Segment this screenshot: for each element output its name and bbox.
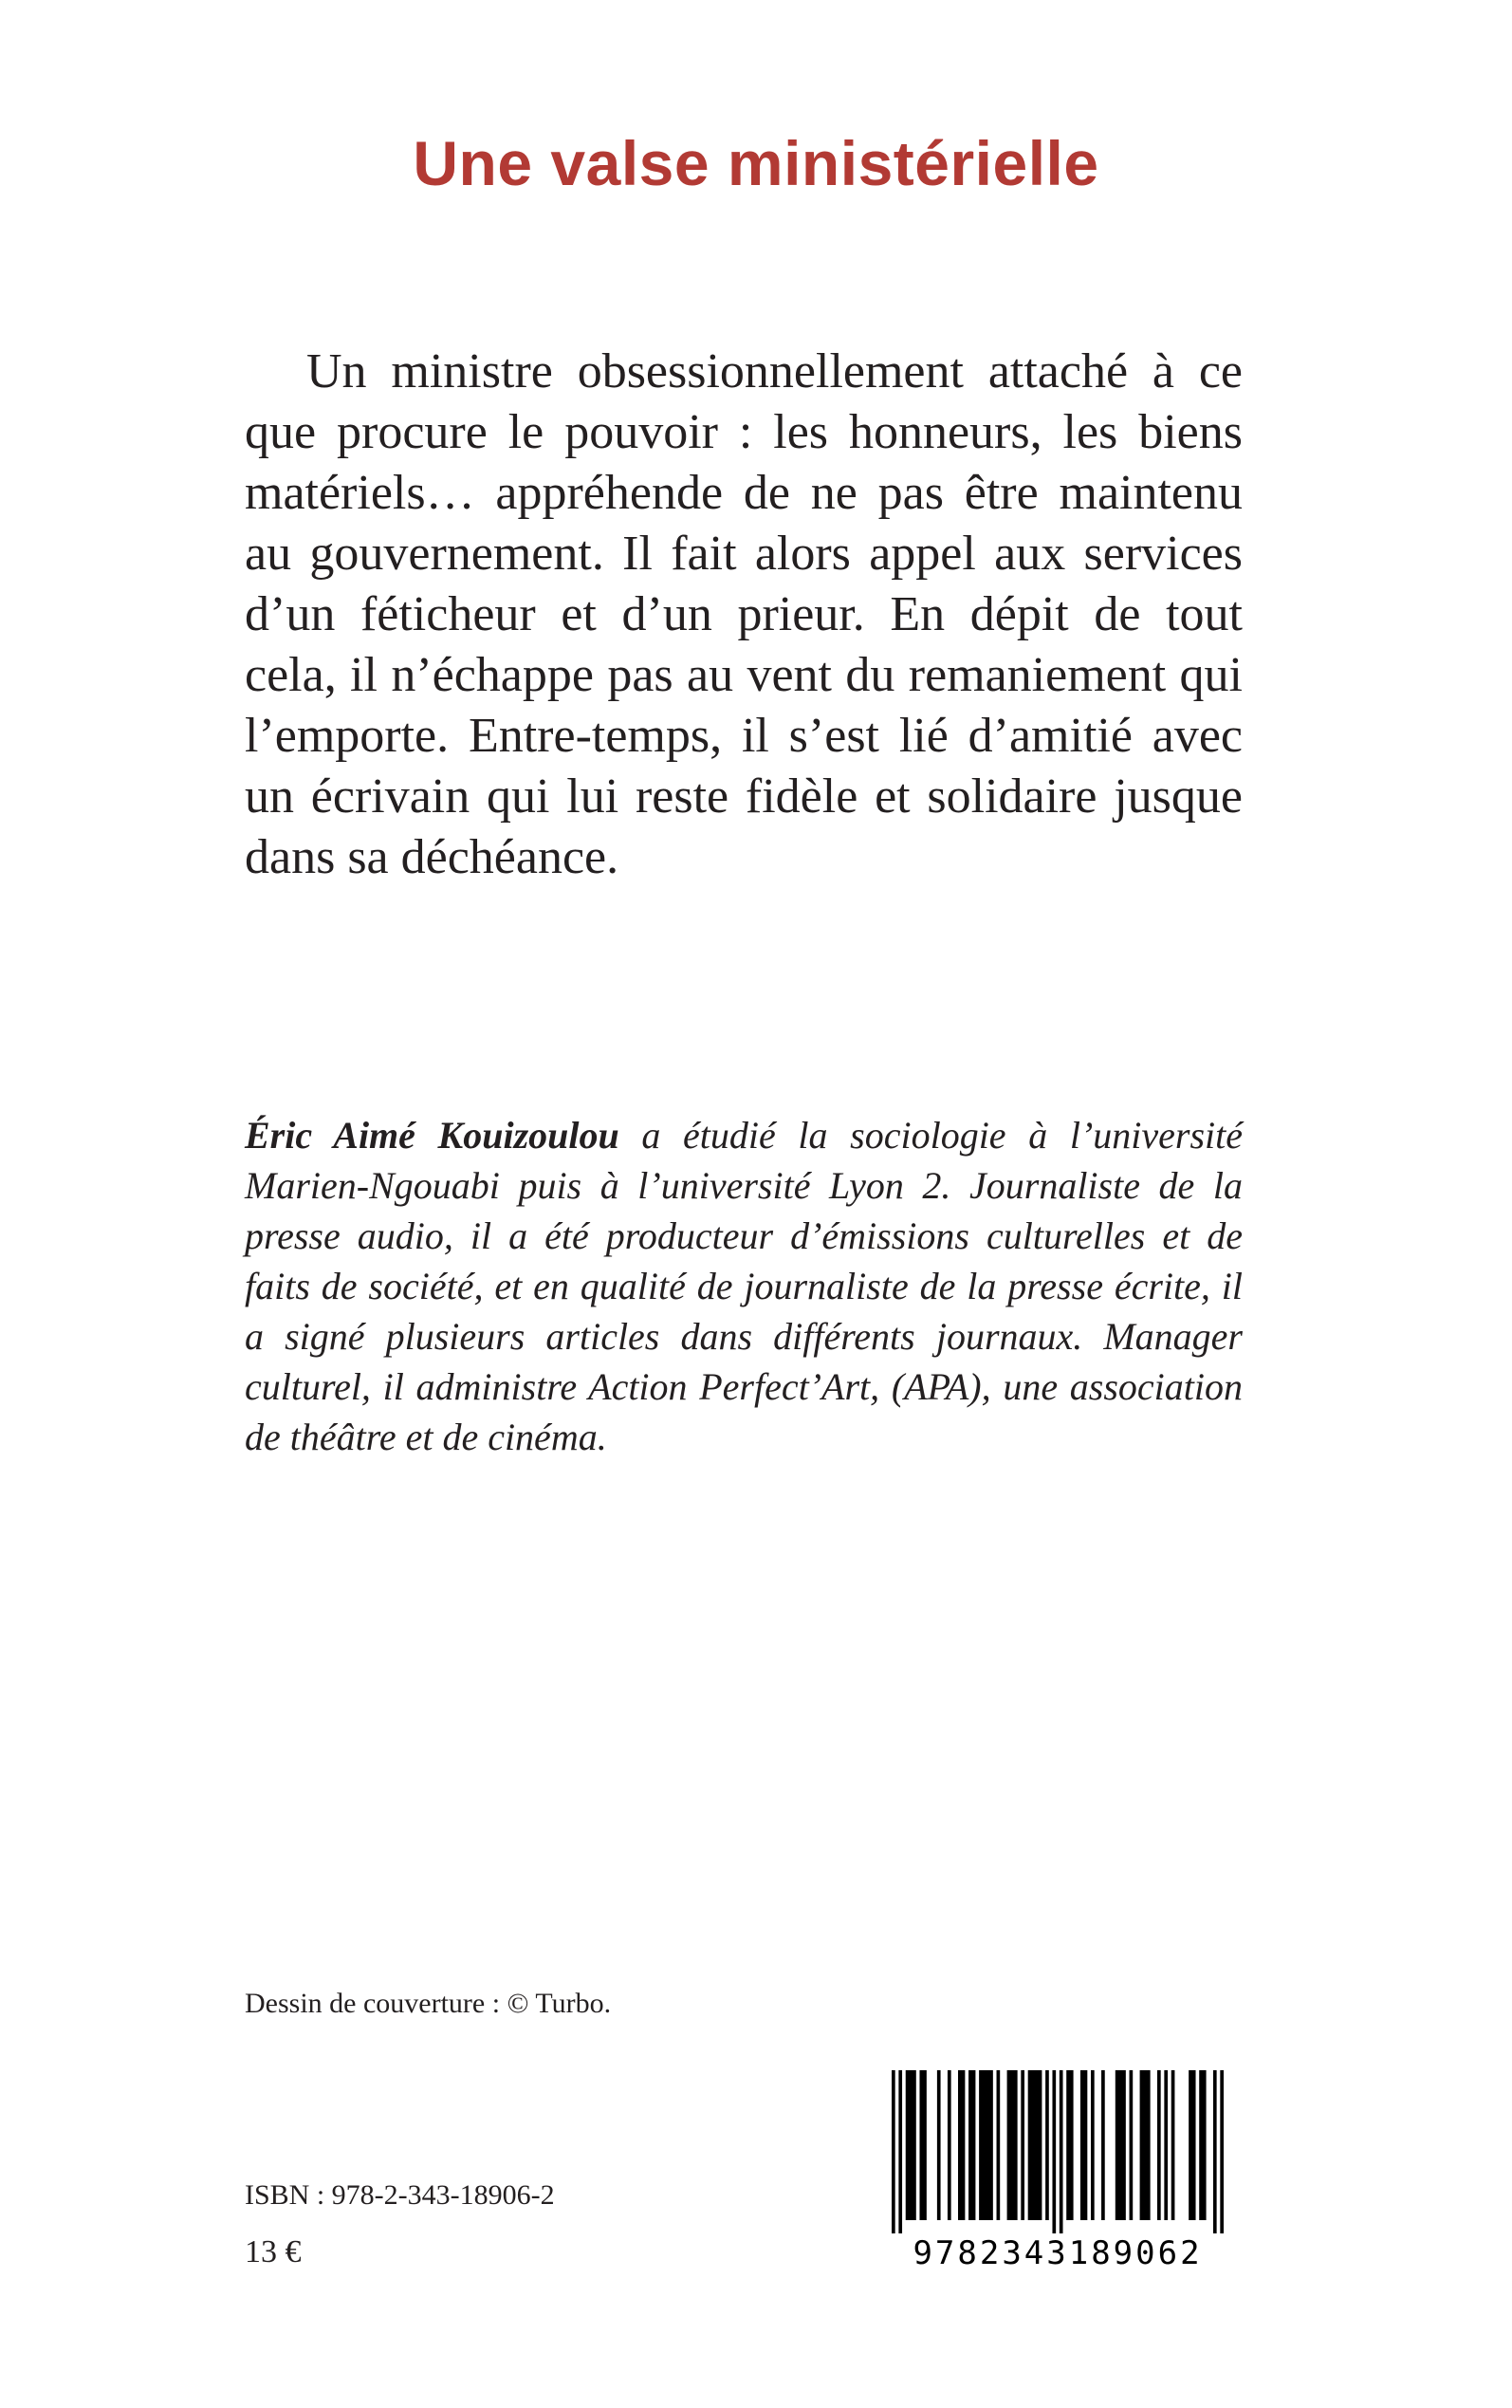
barcode-bar bbox=[1101, 2070, 1105, 2220]
barcode-bar bbox=[1080, 2070, 1087, 2220]
barcode-digits: 9782343189062 bbox=[913, 2234, 1203, 2272]
book-blurb: Un ministre obsessionnellement attaché à ce que procure le pouvoir : les honneurs, les biens matériels… appréhende de ne pas être maintenu au gouvernement. Il fait alors appel aux services d’un féticheur et d’un prieur. En dépit de tout cela, il n’échappe pas au vent du remaniement qui l’emporte. Entre-temps, il s’est lié d’amitié avec un écrivain qui lui reste fidèle et solidaire jusque dans sa déchéance. bbox=[245, 344, 1243, 884]
barcode-bar bbox=[1116, 2070, 1126, 2220]
barcode-bar bbox=[1028, 2070, 1042, 2220]
barcode-bar bbox=[968, 2070, 975, 2220]
barcode-bar bbox=[1091, 2070, 1095, 2220]
author-bio-text: a étudié la sociologie à l’université Marien-Ngouabi puis à l’université Lyon 2. Journaliste de la presse audio, il a été producteur d’émissions culturelles et de faits de société, et en qualité de journaliste de la presse écrite, il a signé plusieurs articles dans différents journaux. Manager culturel, il administre Action Perfect’Art, (APA), une association de théâtre et de cinéma. bbox=[245, 1114, 1243, 1458]
barcode-bar bbox=[1130, 2070, 1134, 2220]
barcode-bar bbox=[1060, 2070, 1063, 2233]
barcode-bar bbox=[948, 2070, 951, 2220]
barcode-bar bbox=[1021, 2070, 1024, 2220]
price: 13 € bbox=[245, 2234, 302, 2269]
barcode-bar bbox=[919, 2070, 926, 2220]
barcode-bar bbox=[1189, 2070, 1195, 2220]
barcode-bar bbox=[1213, 2070, 1217, 2233]
barcode-bar bbox=[1007, 2070, 1018, 2220]
barcode-bar bbox=[958, 2070, 965, 2220]
barcode-bar bbox=[1052, 2070, 1056, 2233]
author-name: Éric Aimé Kouizoulou bbox=[245, 1114, 619, 1157]
barcode-bar bbox=[1199, 2070, 1206, 2220]
barcode-bar bbox=[1164, 2070, 1168, 2220]
isbn-number: ISBN : 978-2-343-18906-2 bbox=[245, 2179, 555, 2211]
barcode-bar bbox=[1066, 2070, 1073, 2220]
barcode-bar bbox=[1171, 2070, 1175, 2220]
book-title: Une valse ministérielle bbox=[413, 128, 1099, 198]
author-bio bbox=[245, 1110, 1243, 1462]
barcode-bar bbox=[1045, 2070, 1049, 2220]
cover-credit: Dessin de couverture : © Turbo. bbox=[245, 1988, 612, 2019]
barcode-bar bbox=[1220, 2070, 1224, 2233]
barcode bbox=[892, 2070, 1224, 2279]
barcode-bar bbox=[937, 2070, 941, 2220]
barcode-bar bbox=[997, 2070, 1001, 2220]
barcode-bar bbox=[1140, 2070, 1151, 2220]
barcode-bars bbox=[892, 2070, 1224, 2233]
barcode-bar bbox=[979, 2070, 993, 2220]
barcode-bar bbox=[1157, 2070, 1161, 2220]
barcode-bar bbox=[892, 2070, 895, 2233]
barcode-bar bbox=[906, 2070, 916, 2220]
barcode-bar bbox=[898, 2070, 902, 2233]
